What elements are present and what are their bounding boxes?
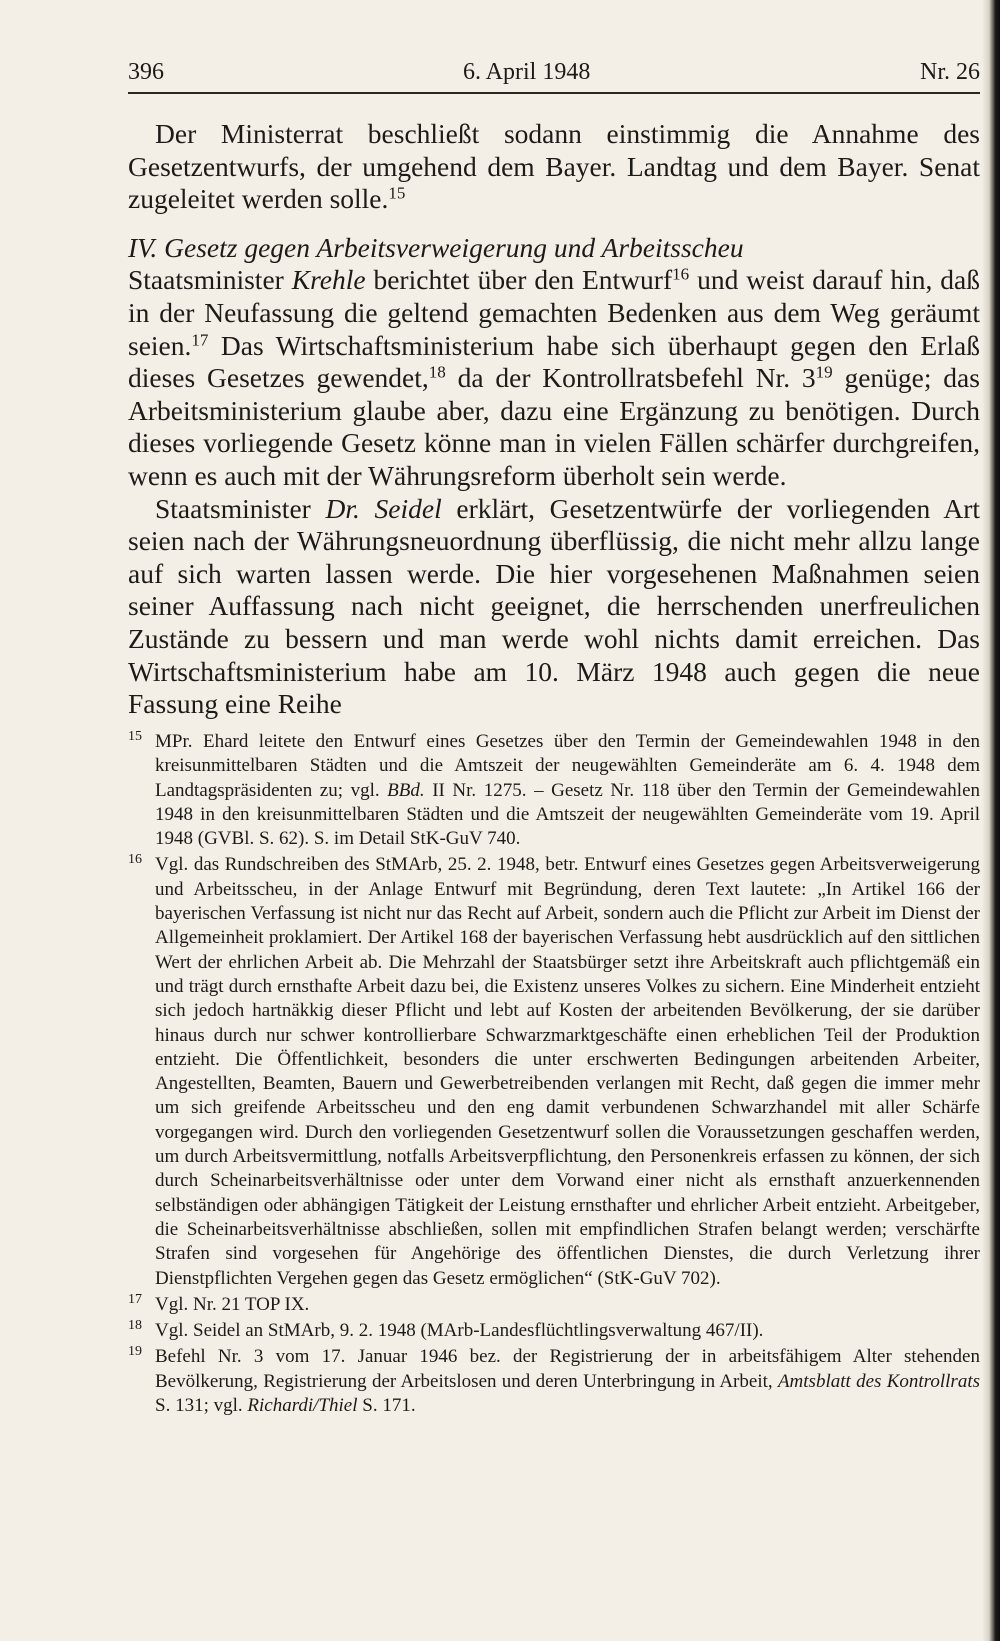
footnote-18: 18 Vgl. Seidel an StMArb, 9. 2. 1948 (MArb-Landesflüchtlingsverwaltung 467/II). [128,1319,980,1343]
footnote-ref-19: 19 [815,362,833,382]
paragraph-seidel: Staatsminister Dr. Seidel erklärt, Gesetzentwürfe der vorliegenden Art seien nach der Währungsneuordnung überflüssig, die nicht mehr allzu lange auf sich warten lassen werde. Die hier vorgesehenen Maßnahmen seien seiner Auffassung nach nicht geeignet, die herrschenden unerfreulichen Zustände zu bessern und man werde wohl nichts damit erreichen. Das Wirtschaftsministerium habe am 10. März 1948 auch gegen die neue Fassung eine Reihe [128,492,980,720]
footnote-number: 17 [128,1291,142,1307]
footnote-ref-17: 17 [191,330,209,350]
header-date: 6. April 1948 [463,59,591,85]
main-text [128,118,980,721]
speaker-name: Krehle [291,264,366,296]
paragraph-krehle: Staatsminister Krehle berichtet über den Entwurf$^{16}$ und weist darauf hin, daß in der Neufassung die geltend gemachten Bedenken aus dem Weg geräumt seien.$^{17}$ Das Wirtschaftsministerium habe sich überhaupt gegen den Erlaß dieses Gesetzes gewendet,$^{18}$ da der Kontrollratsbefehl Nr. $3^{19}$ genüge; das Arbeitsministerium glaube aber, dazu eine Ergänzung zu benötigen. Durch dieses vorliegende Gesetz könne man in vielen Fällen schärfer durchgreifen, wenn es auch mit der Währungsreform überholt sein werde. [128,264,980,491]
footnote-17: 17 Vgl. Nr. 21 TOP IX. [128,1293,980,1317]
footnote-ref-18: 18 [428,362,446,382]
paragraph-resolution: Der Ministerrat beschließt sodann einstimmig die Annahme des Gesetzentwurfs, der umgehend dem Bayer. Landtag und dem Bayer. Senat zugeleitet werden solle.$^{15}$ [128,118,980,215]
footnotes [128,730,980,1418]
footnote-ref-16: 16 [672,265,690,284]
speaker-name: Dr. Seidel [325,492,442,524]
footnote-16: 16 Vgl. das Rundschreiben des StMArb, 25. 2. 1948, betr. Entwurf eines Gesetzes gegen Arbeitsverweigerung und Arbeitsscheu, in der Anlage Entwurf mit Begründung, deren Text lautete: „In Artikel 166 der bayerischen Verfassung ist nicht nur das Recht auf Arbeit, sondern auch die Pflicht zur Arbeit im Dienst der Allgemeinheit proklamiert. Der Artikel 168 der bayerischen Verfassung hebt ausdrücklich auf den sittlichen Wert der ehrlichen Arbeit ab. Die Mehrzahl der Staatsbürger setzt ihre Arbeitskraft auch pflichtgemäß ein und trägt durch ernsthafte Arbeit dazu bei, die Existenz unseres Volkes zu sichern. Eine Minderheit entzieht sich jedoch hartnäkkig dieser Pflicht und lebt auf Kosten der arbeitenden Bevölkerung, der sie darüber hinaus durch nur schwer kontrollierbare Schwarzmarktgeschäfte einen erheblichen Teil der Produktion entzieht. Die Öffentlichkeit, besonders die unter erschwerten Bedingungen arbeitenden Arbeiter, Angestellten, Beamten, Bauern und Gewerbetreibenden verlangen mit Recht, daß gegen die immer mehr um sich greifende Arbeitsscheu und den eng damit verbundenen Schwarzhandel mit aller Schärfe vorgegangen wird. Durch den vorliegenden Gesetzentwurf sollen die Voraussetzungen geschaffen werden, um durch Arbeitsvermittlung, notfalls Arbeitsverpflichtung, den Personenkreis erfassen zu können, der sich durch Scheinarbeitsverhältnisse oder unter dem Vorwand einer nicht als ernsthaft anzuerkennenden selbständigen oder abhängigen Tätigkeit der Leistung ernsthafter und ehrlicher Arbeit entzieht. Arbeitgeber, die Scheinarbeitsverhältnisse abschließen, sollen mit empfindlichen Strafen belangt werden; verschärfte Strafen sind vorgesehen für Angehörige des öffentlichen Dienstes, die durch Verletzung ihrer Dienstpflichten Vergehen gegen das Gesetz ermöglichen“ (StK-GuV 702). [128,853,980,1290]
footnote-number: 15 [128,729,142,744]
footnote-number: 16 [128,852,142,868]
issue-number: Nr. 26 [920,59,980,85]
footnote-number: 18 [128,1318,142,1334]
running-header [128,52,980,94]
footnote-ref-15: 15 [388,183,406,203]
footnote-15: 15 MPr. Ehard leitete den Entwurf eines Gesetzes über den Termin der Gemeindewahlen 1948 in den kreisunmittelbaren Städten und die Amtszeit der neugewählten Gemeinderäte am 6. 4. 1948 dem Landtagspräsidenten zu; vgl. BBd. II Nr. 1275. – Gesetz Nr. 118 über den Termin der Gemeindewahlen 1948 in den kreisunmittelbaren Städten und die Amtszeit der neugewählten Gemeinderäte vom 19. April 1948 (GVBl. S. 62). S. im Detail StK-GuV 740. [128,730,980,851]
footnote-19: 19 Befehl Nr. 3 vom 17. Januar 1946 bez. der Registrierung der in arbeitsfähigem Alter stehenden Bevölkerung, Registrierung der Arbeitslosen und deren Unterbringung in Arbeit, Amtsblatt des Kontrollrats S. 131; vgl. Richardi/Thiel S. 171. [128,1345,980,1418]
footnote-number: 19 [128,1344,142,1360]
page-number: 396 [128,59,164,85]
page-edge-shadow [982,0,1000,1641]
section-heading: IV. Gesetz gegen Arbeitsverweigerung und Arbeitsscheu [128,231,744,263]
